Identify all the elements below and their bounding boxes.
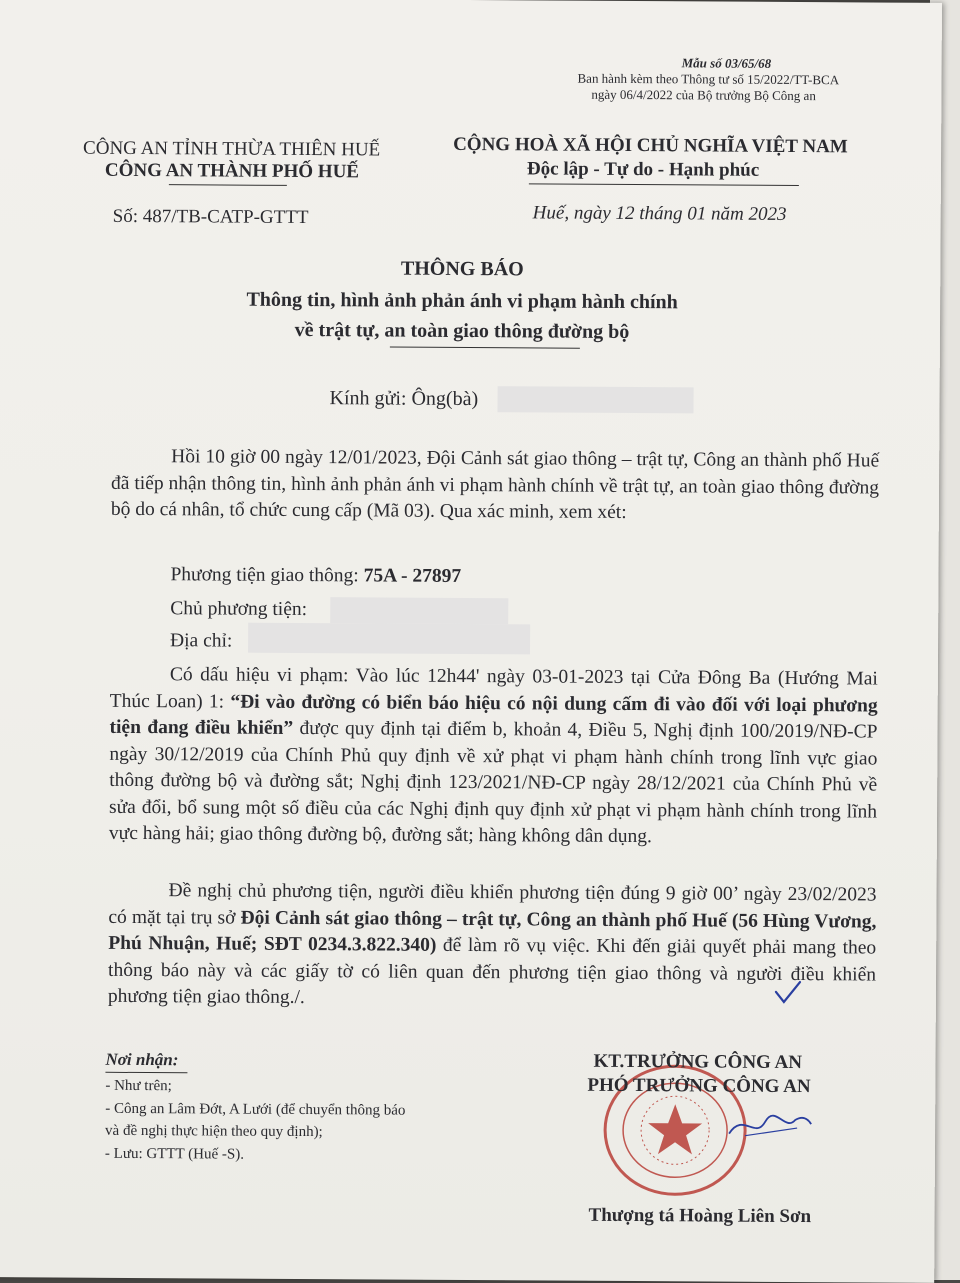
- subtitle-underline: [390, 347, 580, 349]
- redacted-address: [248, 623, 530, 655]
- vehicle-label: Phương tiện giao thông:: [170, 564, 364, 587]
- recipients-title: Nơi nhận:: [105, 1049, 179, 1070]
- document-subtitle-2: về trật tự, an toàn giao thông đường bộ: [294, 318, 630, 343]
- issued-line-2: ngày 06/4/2022 của Bộ trưởng Bộ Công an: [591, 86, 816, 104]
- vehicle-row: [170, 564, 461, 588]
- signature-title-2: PHÓ TRƯỞNG CÔNG AN: [587, 1074, 811, 1098]
- redacted-owner: [330, 597, 508, 624]
- violation-text-a: Có dấu hiệu vi phạm: Vào lúc 12h44' ngày 03-01-2023 tại Cửa Đông Ba (Hướng Mai Thúc Loan) 1:: [109, 664, 878, 713]
- place-date: Huế, ngày 12 tháng 01 năm 2023: [532, 202, 787, 225]
- request-text-bold: Đội Cảnh sát giao thông – trật tự, Công an thành phố Huế (56 Hùng Vương, Phú Nhuận, Huế; SĐT 0234.3.822.340): [108, 907, 877, 956]
- form-number: Mẫu số 03/65/68: [681, 55, 772, 71]
- request-text-a: Đề nghị chủ phương tiện, người điều khiển phương tiện đúng 9 giờ 00’ ngày 23/02/2023 có mặt tại trụ sở: [108, 880, 877, 929]
- checkmark-icon: [774, 980, 802, 1006]
- document-title: THÔNG BÁO: [400, 257, 524, 281]
- national-motto: Độc lập - Tự do - Hạnh phúc: [526, 158, 760, 181]
- redacted-recipient-name: [497, 386, 693, 413]
- address-label: Địa chỉ:: [170, 630, 233, 652]
- paragraph-violation: [109, 662, 878, 852]
- recipient-item: - Như trên;: [105, 1077, 172, 1095]
- motto-underline: [529, 183, 799, 186]
- paragraph-intro: [111, 444, 879, 528]
- owner-label: Chủ phương tiện:: [170, 598, 308, 621]
- recipient-item: - Lưu: GTTT (Huế -S).: [104, 1145, 245, 1163]
- agency-underline: [169, 184, 287, 186]
- request-text-b: để làm rõ vụ việc. Khi đến giải quyết phải mang theo thông báo này và các giấy tờ có liên quan đến phương tiện giao thông và người điều khiển phương tiện giao thông./.: [107, 934, 877, 1009]
- agency-parent: CÔNG AN TỈNH THỪA THIÊN HUẾ: [83, 137, 381, 161]
- vehicle-plate: 75A - 27897: [363, 565, 462, 587]
- signer-name: Thượng tá Hoàng Liên Sơn: [588, 1204, 812, 1228]
- recipient-item: và đề nghị thực hiện theo quy định);: [105, 1122, 323, 1141]
- greeting: Kính gửi: Ông(bà): [329, 387, 479, 411]
- issued-line-1: Ban hành kèm theo Thông tư số 15/2022/TT-BCA: [577, 70, 840, 88]
- recipient-item: - Công an Lâm Đớt, A Lưới (để chuyển thông báo: [105, 1100, 406, 1119]
- document-subtitle-1: Thông tin, hình ảnh phản ánh vi phạm hành chính: [246, 288, 678, 314]
- document-number: Số: 487/TB-CATP-GTTT: [112, 205, 309, 229]
- violation-text-bold: “Đi vào đường có biển báo hiệu có nội dung cấm đi vào đối với loại phương tiện đang điều khiển”: [109, 691, 878, 739]
- intro-text: Hồi 10 giờ 00 ngày 12/01/2023, Đội Cảnh sát giao thông – trật tự, Công an thành phố Huế đã tiếp nhận thông tin, hình ảnh phản ánh vi phạm hành chính về trật tự, an toàn giao thông đường bộ do cá nhân, tổ chức cung cấp (Mã 03). Qua xác minh, xem xét:: [110, 446, 880, 523]
- recipients-underline: [105, 1072, 187, 1074]
- paragraph-request: [108, 878, 877, 1015]
- violation-text-b: được quy định tại điểm b, khoản 4, Điều 5, Nghị định 100/2019/NĐ-CP ngày 30/12/2019 của Chính Phủ quy định về xử phạt vi phạm hành chính trong lĩnh vực giao thông đường bộ và đường sắt; Nghị định 123/2021/NĐ-CP ngày 28/12/2021 của Chính Phủ về sửa đổi, bổ sung một số điều của các Nghị định quy định xử phạt vi phạm hành chính trong lĩnh vực hàng hải; giao thông đường bộ, đường sắt; hàng không dân dụng.: [108, 717, 878, 848]
- nation-title: CỘNG HOÀ XÃ HỘI CHỦ NGHĨA VIỆT NAM: [453, 133, 848, 158]
- signature-title-1: KT.TRƯỞNG CÔNG AN: [593, 1050, 803, 1074]
- handwritten-signature-icon: [725, 1106, 815, 1147]
- agency-name: CÔNG AN THÀNH PHỐ HUẾ: [104, 159, 360, 183]
